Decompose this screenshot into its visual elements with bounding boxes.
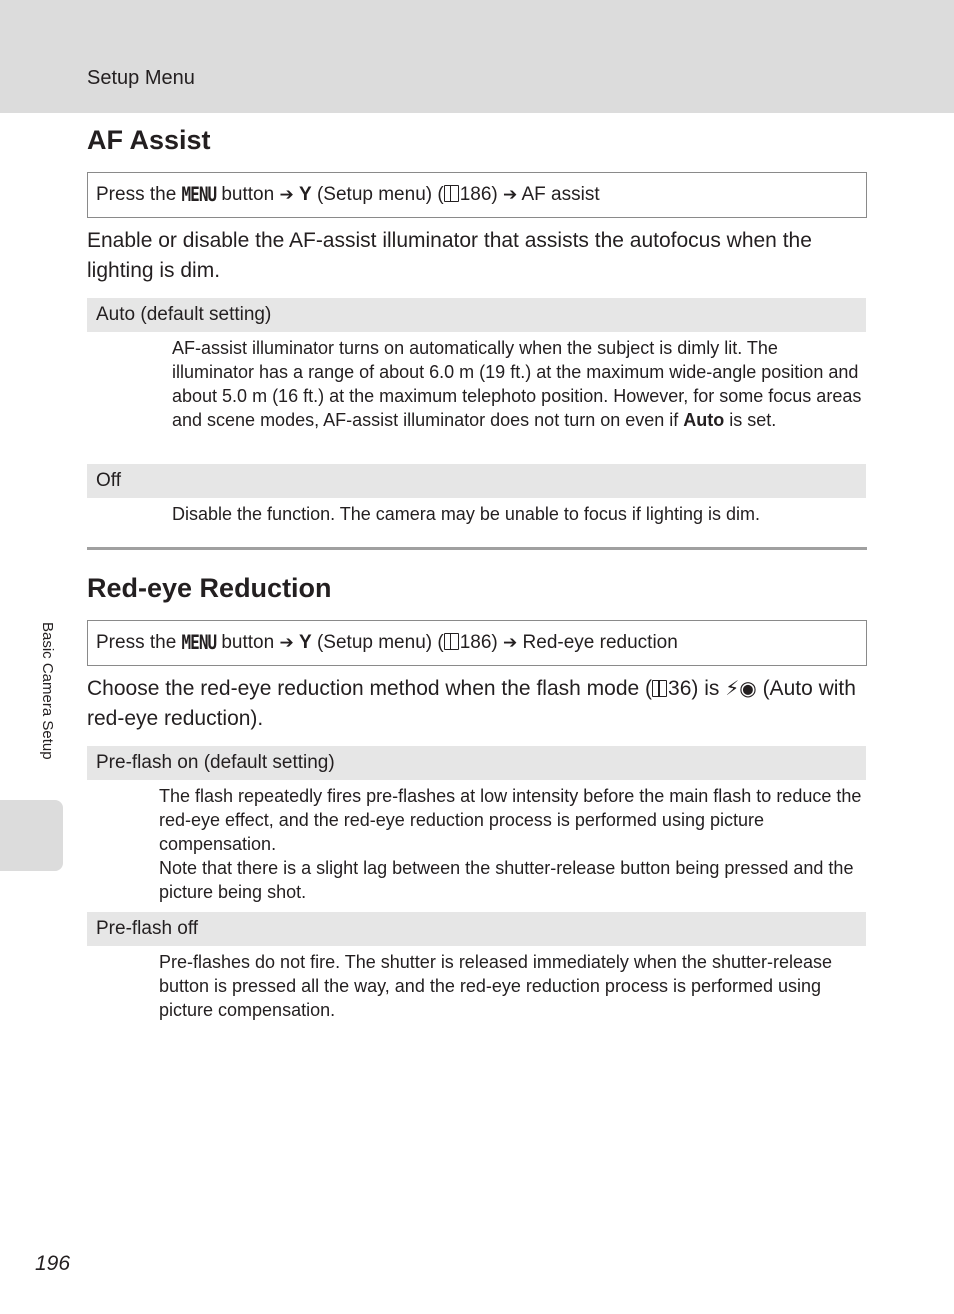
option-desc-off: Disable the function. The camera may be unable to focus if lighting is dim.	[172, 504, 760, 524]
setup-wrench-icon: Y	[299, 632, 312, 653]
red-eye-menu-path	[87, 620, 867, 666]
af-assist-menu-path	[87, 172, 867, 218]
menu-target: Red-eye reduction	[522, 632, 678, 653]
af-assist-intro: Enable or disable the AF-assist illuminator that assists the autofocus when the lighting is dim.	[87, 229, 812, 282]
arrow-right-icon: ➔	[279, 185, 294, 204]
arrow-right-icon: ➔	[279, 633, 294, 652]
section-divider	[87, 547, 867, 550]
setup-menu-text: (Setup menu) (	[316, 632, 444, 653]
option-desc-pre-flash-off: Pre-flashes do not fire. The shutter is released immediately when the shutter-release button is pressed all the way, and the red-eye reduction process is performed using picture compensation.	[159, 952, 833, 1020]
page-reference-icon	[444, 185, 459, 202]
running-header: Setup Menu	[87, 67, 195, 89]
press-text: Press the	[96, 184, 177, 205]
menu-button-icon: MENU	[181, 183, 217, 206]
option-desc-auto: AF-assist illuminator turns on automatically when the subject is dimly lit. The illuminator has a range of about 6.0 m (19 ft.) at the maximum wide-angle position and about 5.0 m (16 ft.) at the maximum telephoto position. However, for some focus areas and scene modes, AF-assist illuminator does not turn on even if Auto is set.	[172, 338, 862, 430]
red-eye-intro: Choose the red-eye reduction method when the flash mode ( 36) is ⚡◉ (Auto with red-eye reduction).	[87, 677, 856, 730]
option-desc-pre-flash-on: The flash repeatedly fires pre-flashes at low intensity before the main flash to reduce the red-eye effect, and the red-eye reduction process is performed using picture compensation. Note that there is a slight lag between the shutter-release button being pressed and the picture being shot.	[159, 786, 862, 902]
arrow-right-icon: ➔	[503, 185, 518, 204]
menu-target: AF assist	[521, 184, 600, 205]
header-band	[0, 0, 954, 113]
section-title-red-eye: Red-eye Reduction	[87, 573, 332, 603]
page-ref: 186)	[459, 184, 498, 205]
setup-wrench-icon: Y	[299, 184, 312, 205]
option-header-auto: Auto (default setting)	[87, 298, 866, 332]
page-reference-icon	[652, 680, 667, 697]
arrow-right-icon: ➔	[503, 633, 518, 652]
section-title-af-assist: AF Assist	[87, 125, 211, 155]
option-header-pre-flash-on: Pre-flash on (default setting)	[87, 746, 866, 780]
page-ref: 186)	[459, 632, 498, 653]
button-text: button	[221, 184, 275, 205]
menu-button-icon: MENU	[181, 631, 217, 654]
setup-menu-text: (Setup menu) (	[316, 184, 444, 205]
button-text: button	[221, 632, 275, 653]
option-header-off: Off	[87, 464, 866, 498]
flash-red-eye-icon: ⚡◉	[725, 678, 757, 700]
option-header-pre-flash-off: Pre-flash off	[87, 912, 866, 946]
press-text: Press the	[96, 632, 177, 653]
chapter-tab	[0, 800, 63, 871]
page-number: 196	[35, 1252, 71, 1275]
page-reference-icon	[444, 633, 459, 650]
chapter-side-label: Basic Camera Setup	[39, 622, 56, 760]
